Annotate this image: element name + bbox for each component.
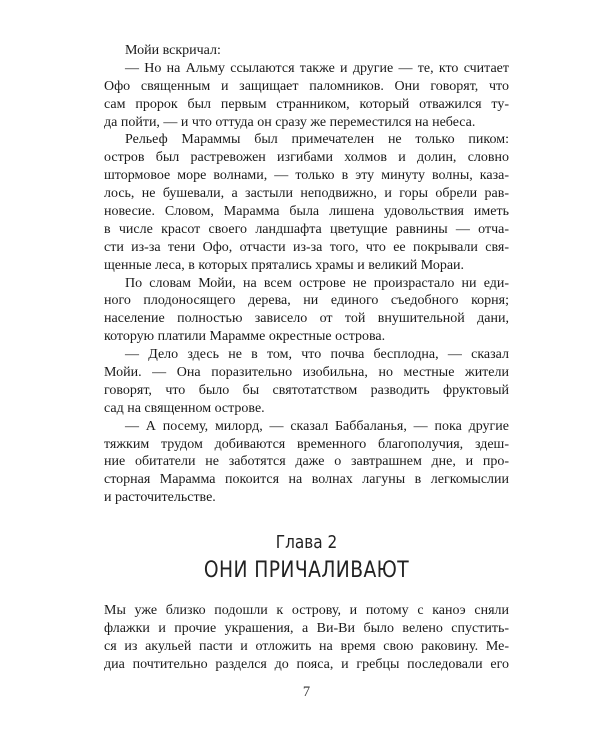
text-line: — Но на Альму ссылаются также и другие — те, кто считает <box>125 60 509 76</box>
paragraph <box>104 42 509 60</box>
text-line: сам пророк был первым странником, который отважился ту- <box>104 96 509 112</box>
text-line: и расточительстве. <box>104 490 216 506</box>
text-line: говорят, что было бы святотатством разводить фруктовый <box>104 382 509 398</box>
paragraph <box>104 602 509 674</box>
text-line: диа почтительно разделся до пояса, и гребцы последовали его <box>104 656 509 672</box>
text-line: Мойи. — Она поразительно изобильна, но местные жители <box>104 365 509 381</box>
text-line: По словам Мойи, на всем острове не произрастало ни еди- <box>125 275 509 291</box>
text-line: население полностью зависело от той внушительной дани, <box>104 311 509 327</box>
text-line: да пойти, — и что оттуда он сразу же переместился на небеса. <box>104 114 476 130</box>
text-line: ся из акульей пасти и отложить на время свою раковину. Ме- <box>104 638 509 654</box>
paragraph <box>104 418 509 507</box>
chapter-title: ОНИ ПРИЧАЛИВАЮТ <box>203 558 410 584</box>
paragraph <box>104 131 509 274</box>
page-number: 7 <box>302 683 311 700</box>
text-line: в числе красот своего ландшафта цветущие равнины — отча- <box>104 221 509 237</box>
text-line: — Дело здесь не в том, что почва бесплодна, — сказал <box>125 347 509 363</box>
text-line: лось, не бушевали, а застыли неподвижно, и горы обрели рав- <box>104 186 509 202</box>
text-line: сторная Марамма покоится на волнах лагуны в легкомыслии <box>104 472 509 488</box>
text-line: щенные леса, в которых прятались храмы и великий Мораи. <box>104 257 465 273</box>
book-page <box>104 42 509 702</box>
text-line: сад на священном острове. <box>104 400 265 416</box>
chapter-label: Глава 2 <box>275 532 338 554</box>
text-line: Мойи вскричал: <box>125 43 221 58</box>
text-line: штормовое море волнами, — только в эту минуту волны, каза- <box>104 168 509 184</box>
text-line: тяжким трудом добиваются временного благополучия, здеш- <box>104 436 509 452</box>
text-line: которую платили Марамме окрестные острова. <box>104 329 386 345</box>
text-line: — А посему, милорд, — сказал Баббаланья, — пока другие <box>125 418 509 434</box>
paragraph <box>104 60 509 132</box>
chapter-body-text <box>104 602 509 674</box>
text-line: ного плодоносящего дерева, ни единого съедобного корня; <box>104 293 509 309</box>
text-line: новесие. Словом, Марамма была лишена удовольствия иметь <box>104 204 509 220</box>
text-line: флажки и прочие украшения, а Ви-Ви было велено спустить- <box>104 621 509 637</box>
text-line: Мы уже близко подошли к острову, и потому с каноэ сняли <box>104 603 509 619</box>
paragraph <box>104 275 509 347</box>
text-line: Рельеф Мараммы был примечателен не только пиком: <box>125 132 509 148</box>
text-line: остров был растревожен изгибами холмов и долин, словно <box>104 150 509 166</box>
text-line: ние обитатели не заботятся даже о завтрашнем дне, и про- <box>104 454 509 470</box>
text-line: сти из-за тени Офо, отчасти из-за того, что ее покрывали свя- <box>104 239 509 255</box>
paragraph <box>104 346 509 418</box>
text-line: Офо священным и защищает паломников. Они говорят, что <box>104 78 509 94</box>
body-text <box>104 42 509 507</box>
